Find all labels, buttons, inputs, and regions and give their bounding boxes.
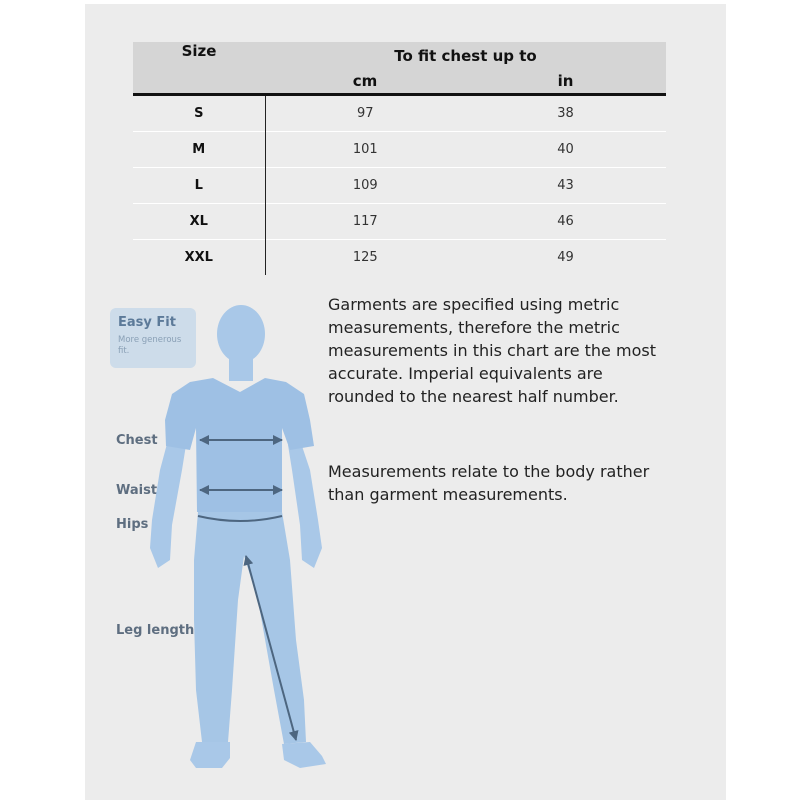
body-measurement-figure — [105, 300, 345, 780]
cm-cell: 117 — [265, 204, 465, 240]
figure-left-foot — [190, 742, 230, 768]
table-row — [133, 168, 666, 204]
chest-label: Chest — [116, 433, 158, 448]
table-row — [133, 240, 666, 276]
metric-note-paragraph: Garments are specified using metric measurements, therefore the metric measurements in this chart are the most accurate. Imperial equivalents are rounded to the nearest half number. — [328, 295, 656, 406]
in-cell: 38 — [557, 106, 574, 121]
figure-left-arm — [150, 440, 186, 568]
in-column-header: in — [465, 69, 666, 95]
waist-label: Waist — [116, 483, 158, 498]
fit-title: Easy Fit — [118, 315, 176, 330]
chest-group-header: To fit chest up to — [265, 42, 666, 69]
cm-column-header: cm — [265, 69, 465, 95]
cm-cell: 97 — [356, 106, 374, 121]
fit-subtitle: More generous fit. — [118, 335, 182, 356]
cm-cell: 109 — [265, 168, 465, 204]
in-cell: 43 — [465, 168, 666, 204]
body-measurement-note-paragraph: Measurements relate to the body rather than garment measurements. — [328, 462, 650, 504]
leg-length-label: Leg length — [116, 623, 195, 638]
size-cell: M — [133, 132, 265, 168]
hips-label: Hips — [116, 517, 149, 532]
in-cell: 49 — [465, 240, 666, 276]
figure-shirt — [165, 378, 314, 512]
size-column-header: Size — [133, 42, 265, 95]
size-chart-table — [133, 42, 666, 275]
figure-right-arm — [288, 440, 322, 568]
table-row — [133, 95, 666, 132]
figure-right-foot — [282, 742, 326, 768]
cm-cell: 101 — [265, 132, 465, 168]
size-cell: S — [133, 95, 265, 132]
size-cell: XL — [133, 204, 265, 240]
table-row — [133, 204, 666, 240]
size-cell: XXL — [133, 240, 265, 276]
figure-trousers — [194, 512, 306, 744]
figure-head — [217, 305, 265, 363]
figure-neck — [229, 355, 253, 381]
cm-cell: 125 — [265, 240, 465, 276]
in-cell: 46 — [465, 204, 666, 240]
in-cell: 40 — [465, 132, 666, 168]
size-cell: L — [133, 168, 265, 204]
table-row — [133, 132, 666, 168]
